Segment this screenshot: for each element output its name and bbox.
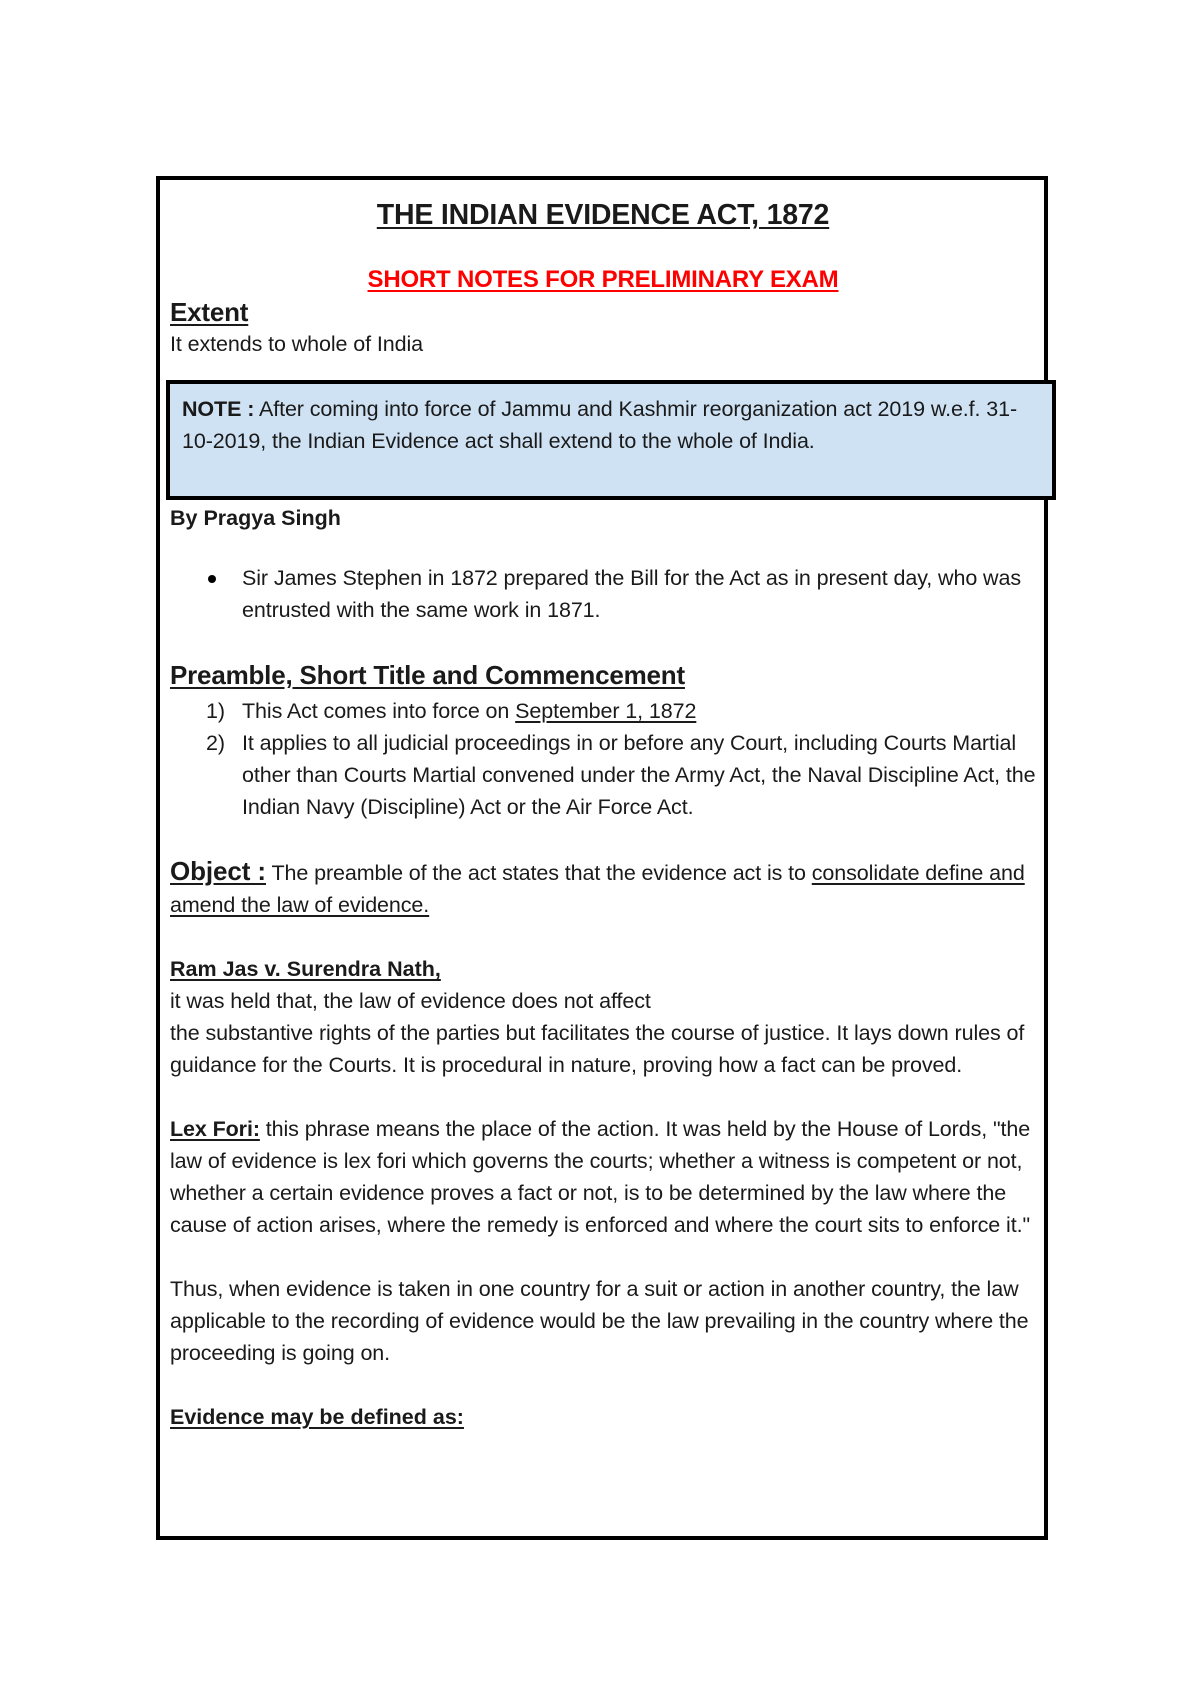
list-marker: 1)	[206, 699, 225, 724]
object-paragraph	[170, 855, 1036, 921]
note-text: After coming into force of Jammu and Kashmir reorganization act 2019 w.e.f. 31-10-2019, the Indian Evidence act shall extend to the whole of India.	[182, 397, 1018, 454]
note-box	[166, 380, 1056, 500]
author-line: By Pragya Singh	[170, 506, 341, 531]
case-text: the substantive rights of the parties but facilitates the course of justice. It lays down rules of guidance for the Courts. It is procedural in nature, proving how a fact can be proved.	[170, 1021, 1025, 1078]
bullet-list	[170, 562, 1036, 626]
bullet-text: Sir James Stephen in 1872 prepared the Bill for the Act as in present day, who was entrusted with the same work in 1871.	[242, 566, 1021, 623]
object-text: The preamble of the act states that the evidence act is to	[266, 861, 812, 886]
lex-fori-text: this phrase means the place of the action. It was held by the House of Lords, "the law of evidence is lex fori which governs the courts; whether a witness is competent or not, whether a certain evidence proves a fact or not, is to be determined by the law where the cause of action arises, where the remedy is enforced and where the court sits to enforce it."	[170, 1117, 1031, 1238]
lex-fori-paragraph	[170, 1113, 1036, 1241]
page-frame	[156, 176, 1048, 1540]
thus-paragraph: Thus, when evidence is taken in one country for a suit or action in another country, the law applicable to the recording of evidence would be the law prevailing in the country where the proceeding is going on.	[170, 1277, 1029, 1366]
commencement-date: September 1, 1872	[515, 699, 697, 724]
object-label: Object :	[170, 856, 266, 887]
list-item-text: It applies to all judicial proceedings in or before any Court, including Courts Martial other than Courts Martial convened under the Army Act, the Naval Discipline Act, the Indian Navy (Discipline) Act or the Air Force Act.	[242, 731, 1036, 820]
numbered-list	[170, 695, 1036, 823]
case-title: Ram Jas v. Surendra Nath,	[170, 957, 441, 982]
preamble-heading: Preamble, Short Title and Commencement	[170, 660, 685, 691]
list-item-text: This Act comes into force on	[242, 699, 516, 724]
object-underlined-text: consolidate define and amend the law of evidence.	[170, 861, 1025, 918]
bullet-icon	[208, 575, 216, 583]
evidence-definition-heading: Evidence may be defined as:	[170, 1405, 464, 1430]
document-subtitle: SHORT NOTES FOR PRELIMINARY EXAM	[367, 266, 839, 294]
list-item	[170, 727, 1036, 823]
list-item	[170, 695, 1036, 727]
note-label: NOTE :	[182, 397, 255, 422]
extent-text: It extends to whole of India	[170, 332, 423, 357]
list-item	[170, 562, 1036, 626]
case-first-line: it was held that, the law of evidence does not affect	[170, 989, 651, 1014]
lex-fori-label: Lex Fori:	[170, 1117, 260, 1142]
list-marker: 2)	[206, 731, 225, 756]
document-title: THE INDIAN EVIDENCE ACT, 1872	[376, 199, 830, 231]
extent-heading: Extent	[170, 296, 249, 327]
